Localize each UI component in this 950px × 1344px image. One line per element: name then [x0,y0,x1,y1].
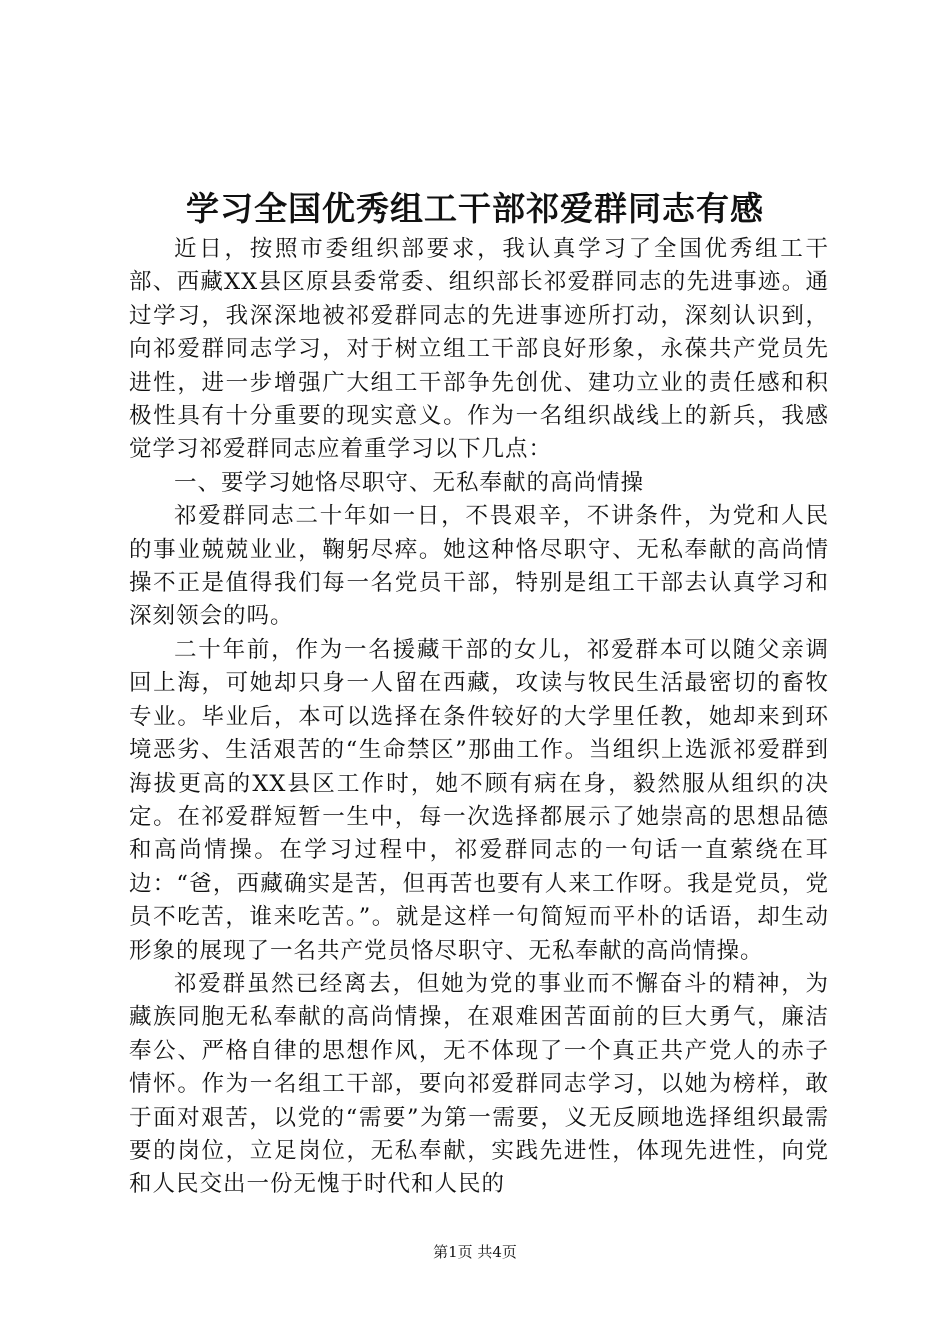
paragraph-intro: 近日，按照市委组织部要求，我认真学习了全国优秀组工干部、西藏XX县区原县委常委、组织部长祁爱群同志的先进事迹。通过学习，我深深地被祁爱群同志的先进事迹所打动，深刻认识到，向祁爱群同志学习，对于树立组工干部良好形象，永葆共产党员先进性，进一步增强广大组工干部争先创优、建功立业的责任感和积极性具有十分重要的现实意义。作为一名组织战线上的新兵，我感觉学习祁爱群同志应着重学习以下几点： [129,236,829,463]
document-body [129,233,829,1202]
page-footer: 第1页 共4页 [433,1243,517,1261]
paragraph-legacy: 祁爱群虽然已经离去，但她为党的事业而不懈奋斗的精神，为藏族同胞无私奉献的高尚情操，在艰难困苦面前的巨大勇气，廉洁奉公、严格自律的思想作风，无不体现了一个真正共产党人的赤子情怀。作为一名组工干部，要向祁爱群同志学习，以她为榜样，敢于面对艰苦，以党的“需要”为第一需要，义无反顾地选择组织最需要的岗位，立足岗位，无私奉献，实践先进性，体现先进性，向党和人民交出一份无愧于时代和人民的 [129,970,829,1198]
section-heading-1: 一、要学习她恪尽职守、无私奉献的高尚情操 [174,469,645,496]
paragraph-section1-summary: 祁爱群同志二十年如一日，不畏艰辛，不讲条件，为党和人民的事业兢兢业业，鞠躬尽瘁。她这种恪尽职守、无私奉献的高尚情操不正是值得我们每一名党员干部，特别是组工干部去认真学习和深刻领会的吗。 [129,503,829,630]
paragraph-twenty-years-ago: 二十年前，作为一名援藏干部的女儿，祁爱群本可以随父亲调回上海，可她却只身一人留在西藏，攻读与牧民生活最密切的畜牧专业。毕业后，本可以选择在条件较好的大学里任教，她却来到环境恶劣、生活艰苦的“生命禁区”那曲工作。当组织上选派祁爱群到海拔更高的XX县区工作时，她不顾有病在身，毅然服从组织的决定。在祁爱群短暂一生中，每一次选择都展示了她崇高的思想品德和高尚情操。在学习过程中，祁爱群同志的一句话一直萦绕在耳边：“爸，西藏确实是苦，但再苦也要有人来工作呀。我是党员，党员不吃苦，谁来吃苦。”。就是这样一句简短而平朴的话语，却生动形象的展现了一名共产党员恪尽职守、无私奉献的高尚情操。 [129,636,829,964]
document-title: 学习全国优秀组工干部祁爱群同志有感 [186,189,764,228]
